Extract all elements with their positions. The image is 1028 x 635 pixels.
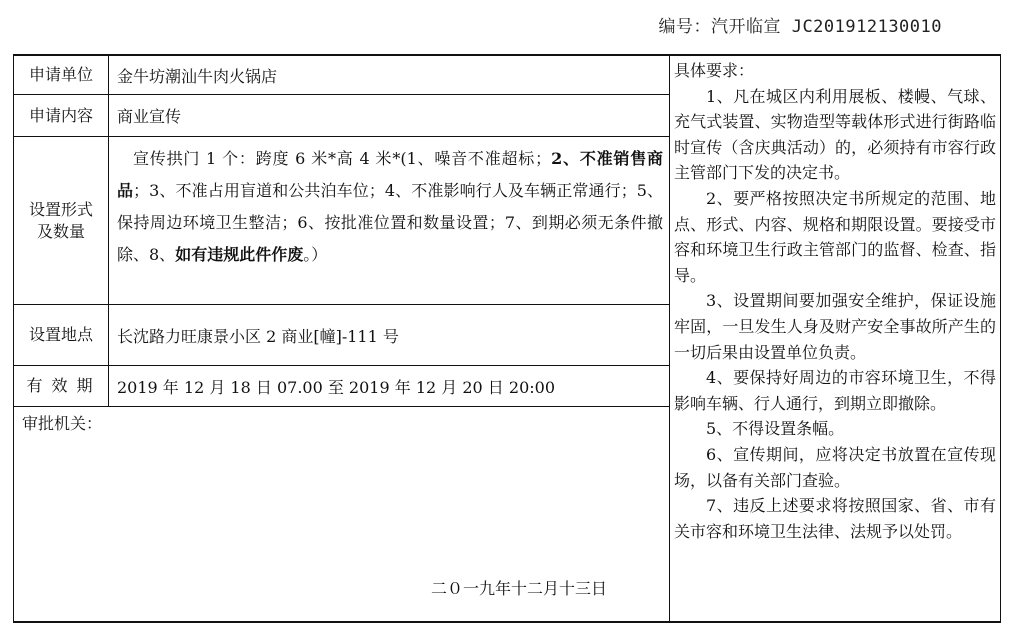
requirement-item: 4、要保持好周边的市容环境卫生，不得影响车辆、行人通行，到期立即撤除。 <box>674 368 996 413</box>
approver-label: 审批机关： <box>22 414 103 433</box>
form-lead-text: 宣传拱门 1 个：跨度 6 米*高 4 米*(1、噪音不准超标； <box>133 149 552 168</box>
applicant-value: 金牛坊潮汕牛肉火锅店 <box>117 66 278 86</box>
requirement-item: 6、宣传期间，应将决定书放置在宣传现场，以备有关部门查验。 <box>674 444 996 490</box>
table-border-bottom <box>13 621 1001 623</box>
validity-value: 2019 年 12 月 18 日 07.00 至 2019 年 12 月 20 日 20:00 <box>117 377 555 397</box>
form-label-line1: 设置形式 <box>28 199 93 219</box>
form-bold-no-selling: 2、不准销售商品 <box>117 149 664 200</box>
requirements-title: 具体要求： <box>674 61 755 80</box>
form-quantity-value <box>109 137 669 304</box>
table-border-right <box>1000 54 1001 623</box>
validity-label: 有效期 <box>26 376 102 395</box>
requirement-item: 5、不得设置条幅。 <box>706 419 845 439</box>
requirement-item: 7、违反上述要求将按照国家、省、市有关市容和环境卫生法律、法规予以处罚。 <box>674 496 996 541</box>
form-quantity-label <box>14 137 108 304</box>
location-label: 设置地点 <box>28 325 93 344</box>
applicant-label: 申请单位 <box>28 65 93 84</box>
form-bold-void-clause: 如有违规此件作废 <box>175 245 304 264</box>
requirement-item: 1、凡在城区内利用展板、楼幔、气球、充气式装置、实物造型等载体形式进行街路临时宣传（含庆典活动）的，必须持有市容行政主管部门下发的决定书。 <box>674 86 996 183</box>
form-conditions-text: ；3、不准占用盲道和公共泊车位；4、不准影响行人及车辆正常通行；5、保持周边环境卫生整洁；6、按批准位置和数量设置；7、到期必须无条件撤除、8、 <box>117 181 663 264</box>
content-label: 申请内容 <box>28 105 93 125</box>
form-label-line2: 及数量 <box>36 221 85 241</box>
requirement-item: 3、设置期间要加强安全维护，保证设施牢固，一旦发生人身及财产安全事故所产生的一切后果由设置单位负责。 <box>674 291 996 362</box>
approval-date: 二０一九年十二月十三日 <box>431 579 608 598</box>
form-tail-text: 。） <box>303 245 328 264</box>
requirement-item: 2、要严格按照决定书所规定的范围、地点、形式、内容、规格和期限设置。要接受市容和环境卫生行政主管部门的监督、检查、指导。 <box>674 188 996 285</box>
document-number: 编号：汽开临宣 JC201912130010 <box>658 17 942 37</box>
content-value: 商业宣传 <box>117 107 182 126</box>
approval-form-table <box>13 54 1001 623</box>
location-value: 长沈路力旺康景小区 2 商业[幢]-111 号 <box>117 326 399 346</box>
requirements-panel <box>670 56 1000 621</box>
